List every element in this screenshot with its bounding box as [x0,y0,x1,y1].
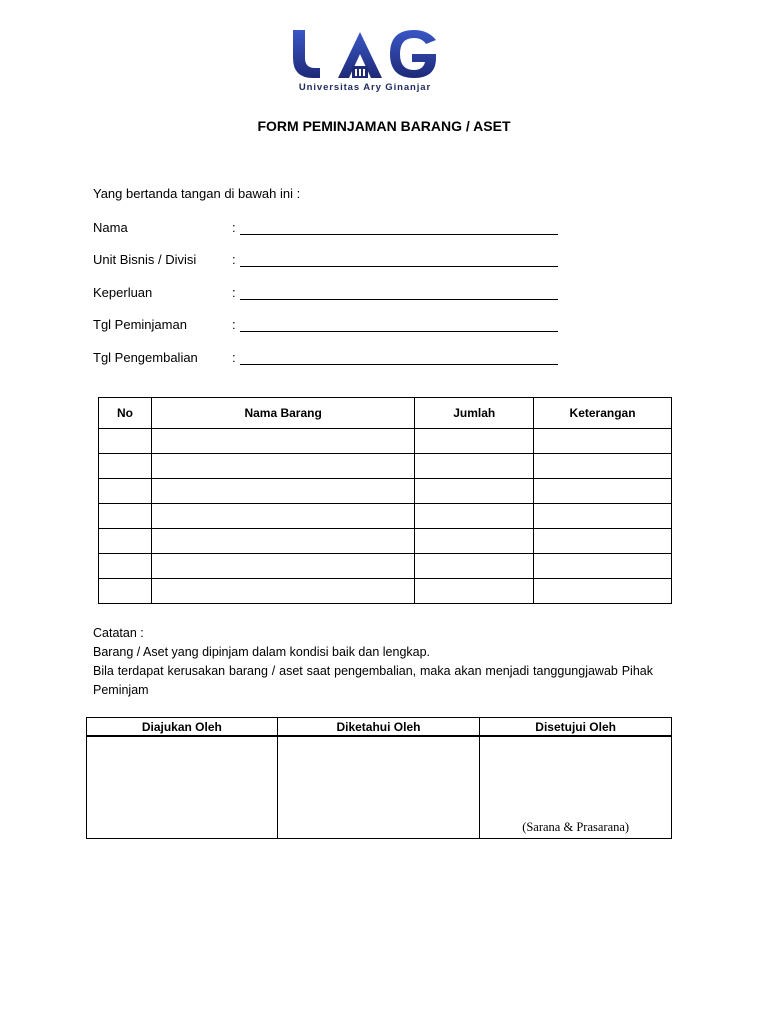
table-row [99,504,672,529]
items-table [98,397,672,604]
field-colon: : [232,285,236,300]
table-cell[interactable] [151,579,414,604]
logo-caption: Universitas Ary Ginanjar [298,82,432,93]
signature-box-diketahui[interactable] [277,736,480,839]
table-cell[interactable] [99,529,152,554]
table-cell[interactable] [534,454,672,479]
table-cell[interactable] [415,504,534,529]
table-cell[interactable] [151,454,414,479]
notes-section [93,624,653,700]
field-unit-bisnis[interactable] [93,252,563,270]
field-keperluan[interactable] [93,285,563,303]
table-cell[interactable] [415,479,534,504]
table-cell[interactable] [99,504,152,529]
field-label: Unit Bisnis / Divisi [93,252,197,267]
blank-line[interactable] [240,331,558,332]
signature-box-disetujui[interactable] [480,736,672,839]
signature-row [87,736,672,839]
form-title: FORM PEMINJAMAN BARANG / ASET [257,118,511,134]
table-cell[interactable] [99,554,152,579]
uag-logo-mark [290,28,440,80]
university-logo [290,28,440,98]
header-diajukan-oleh: Diajukan Oleh [87,718,278,737]
table-cell[interactable] [534,579,672,604]
table-cell[interactable] [151,554,414,579]
table-cell[interactable] [151,479,414,504]
table-cell[interactable] [415,579,534,604]
table-cell[interactable] [415,529,534,554]
blank-line[interactable] [240,364,558,365]
field-nama[interactable] [93,220,563,238]
table-cell[interactable] [415,554,534,579]
table-row [99,454,672,479]
blank-line[interactable] [240,266,558,267]
field-label: Keperluan [93,285,153,300]
blank-line[interactable] [240,299,558,300]
header-jumlah: Jumlah [415,398,534,429]
table-cell[interactable] [415,429,534,454]
table-row [99,479,672,504]
blank-line[interactable] [240,234,558,235]
header-diketahui-oleh: Diketahui Oleh [277,718,480,737]
table-cell[interactable] [534,479,672,504]
approver-dept: (Sarana & Prasarana) [522,820,630,834]
items-header-row [99,398,672,429]
table-cell[interactable] [415,454,534,479]
signature-box-diajukan[interactable] [87,736,278,839]
notes-line-2: Bila terdapat kerusakan barang / aset saat pengembalian, maka akan menjadi tanggungjawab Pihak Peminjam [93,664,653,697]
header-keterangan: Keterangan [534,398,672,429]
field-tgl-pengembalian[interactable] [93,350,563,368]
intro-text: Yang bertanda tangan di bawah ini : [93,186,301,201]
table-cell[interactable] [151,429,414,454]
table-cell[interactable] [151,504,414,529]
signature-table [86,717,672,839]
field-label: Tgl Peminjaman [93,317,187,332]
table-cell[interactable] [534,554,672,579]
table-row [99,529,672,554]
notes-heading: Catatan : [93,626,144,640]
field-colon: : [232,317,236,332]
field-tgl-peminjaman[interactable] [93,317,563,335]
table-cell[interactable] [151,529,414,554]
notes-line-1: Barang / Aset yang dipinjam dalam kondisi baik dan lengkap. [93,645,431,659]
table-cell[interactable] [99,479,152,504]
table-cell[interactable] [99,429,152,454]
table-row [99,429,672,454]
table-cell[interactable] [99,454,152,479]
field-label: Nama [93,220,128,235]
field-colon: : [232,252,236,267]
table-cell[interactable] [534,529,672,554]
table-row [99,554,672,579]
table-row [99,579,672,604]
table-cell[interactable] [99,579,152,604]
field-label: Tgl Pengembalian [93,350,198,365]
items-body [99,429,672,604]
field-colon: : [232,220,236,235]
header-nama-barang: Nama Barang [151,398,414,429]
header-no: No [99,398,152,429]
signature-header-row [87,718,672,737]
field-colon: : [232,350,236,365]
table-cell[interactable] [534,504,672,529]
header-disetujui-oleh: Disetujui Oleh [480,718,672,737]
table-cell[interactable] [534,429,672,454]
